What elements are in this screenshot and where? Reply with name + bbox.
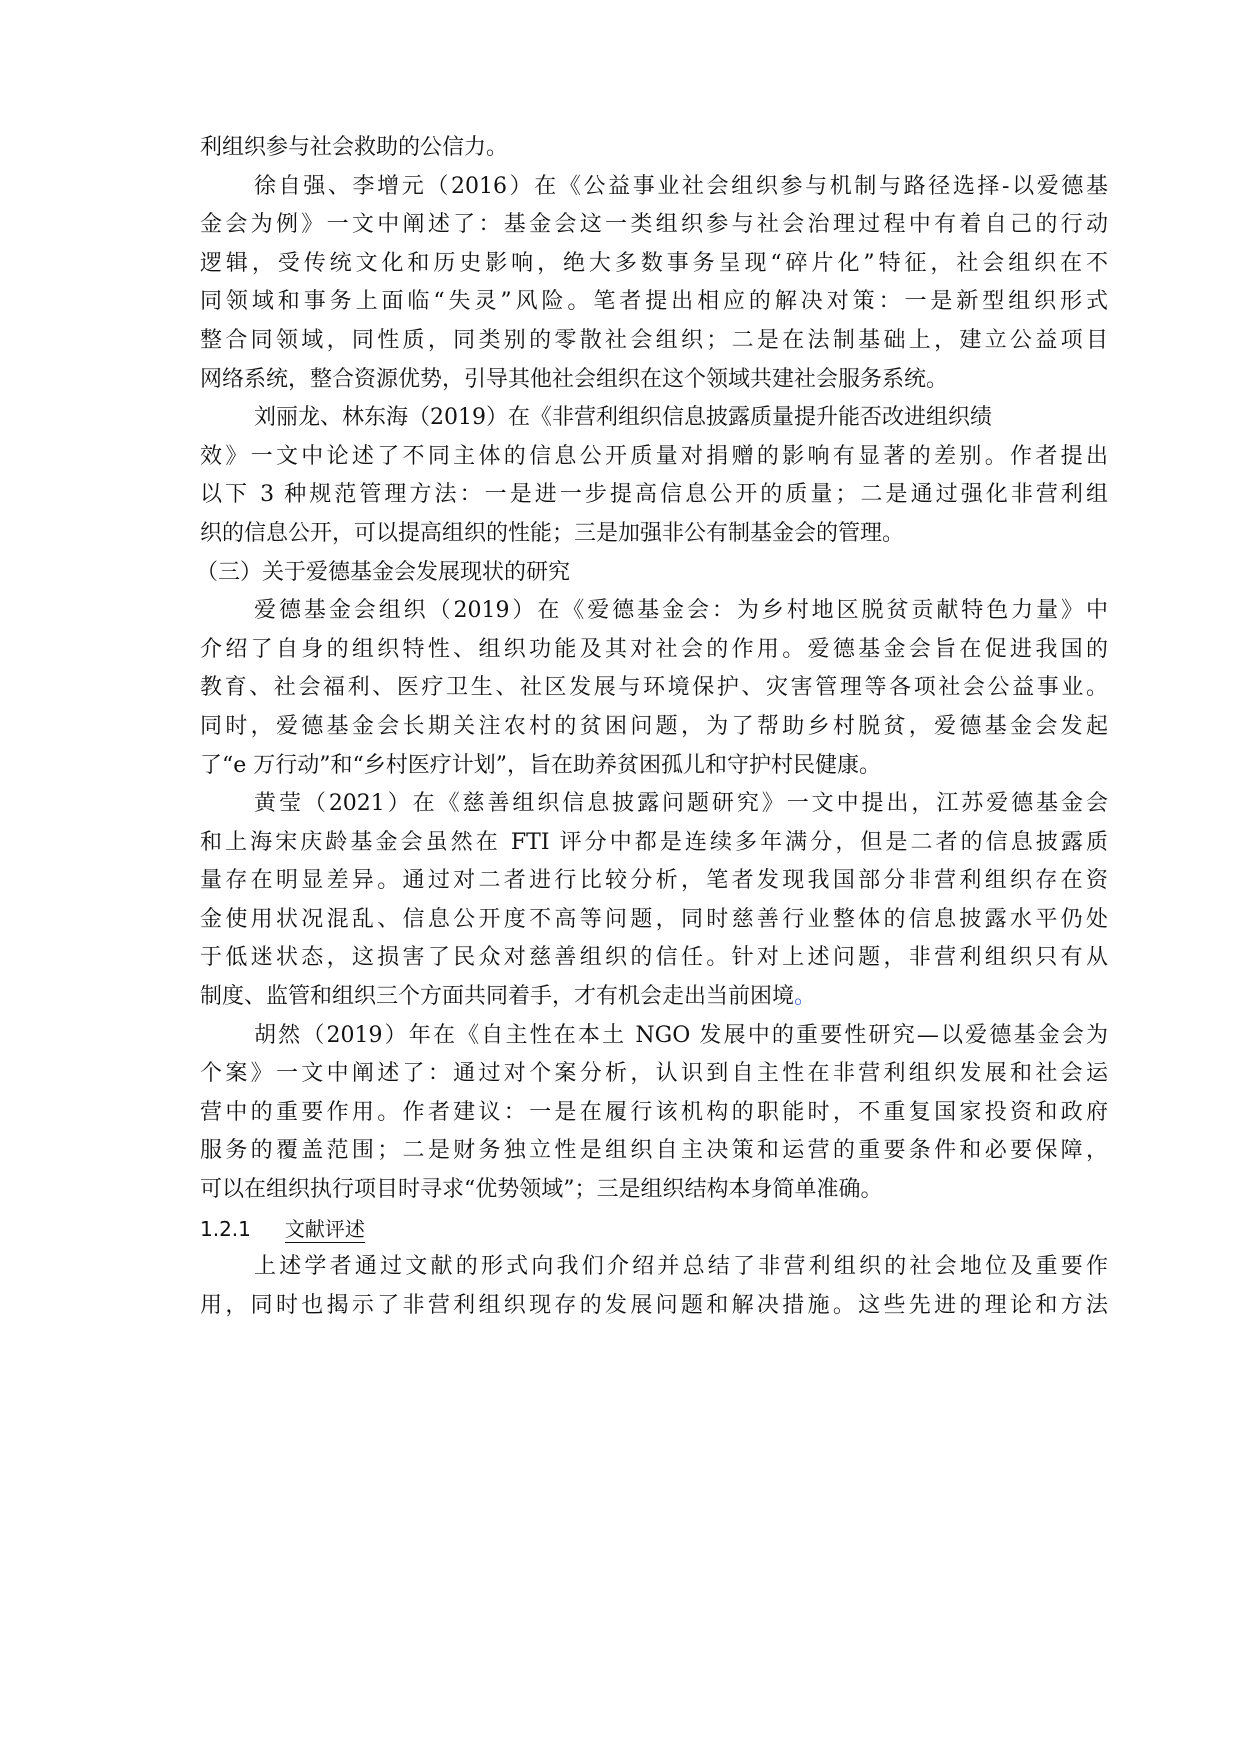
text-line: 织的信息公开，可以提高组织的性能；三是加强非公有制基金会的管理。: [200, 520, 905, 546]
text-line: 效》一文中论述了不同主体的信息公开质量对捐赠的影响有显著的差别。作者提出: [200, 443, 1108, 469]
document-page: [196, 129, 1108, 1325]
text-line: 和上海宋庆龄基金会虽然在 FTI 评分中都是连续多年满分，但是二者的信息披露质: [200, 829, 1108, 855]
text-line: 营中的重要作用。作者建议：一是在履行该机构的职能时，不重复国家投资和政府: [200, 1099, 1108, 1125]
text-line: 整合同领域，同性质，同类别的零散社会组织；二是在法制基础上，建立公益项目: [200, 327, 1108, 353]
text-line: 介绍了自身的组织特性、组织功能及其对社会的作用。爱德基金会旨在促进我国的: [200, 636, 1108, 662]
text-line: 同领域和事务上面临“失灵”风险。笔者提出相应的解决对策：一是新型组织形式: [200, 289, 1108, 315]
text-line: 用，同时也揭示了非营利组织现存的发展问题和解决措施。这些先进的理论和方法: [200, 1292, 1108, 1318]
text-line: 教育、社会福利、医疗卫生、社区发展与环境保护、灾害管理等各项社会公益事业。: [200, 675, 1108, 701]
heading-number: 1.2.1: [200, 1216, 251, 1241]
paragraph-amity-start: 爱德基金会组织（2019）在《爱德基金会：为乡村地区脱贫贡献特色力量》中: [254, 598, 1108, 624]
text-line: 以下 3 种规范管理方法：一是进一步提高信息公开的质量；二是通过强化非营利组: [200, 482, 1108, 508]
text-line: 逻辑，受传统文化和历史影响，绝大多数事务呈现“碎片化”特征，社会组织在不: [200, 250, 1108, 276]
paragraph-liu-start: 刘丽龙、林东海（2019）在《非营利组织信息披露质量提升能否改进组织绩: [254, 405, 992, 431]
text-line: 服务的覆盖范围；二是财务独立性是组织自主决策和运营的重要条件和必要保障，: [200, 1138, 1108, 1164]
text-line: 个案》一文中阐述了：通过对个案分析，认识到自主性在非营利组织发展和社会运: [200, 1061, 1108, 1087]
text-line: 金会为例》一文中阐述了：基金会这一类组织参与社会治理过程中有着自己的行动: [200, 212, 1108, 238]
text-line: 利组织参与社会救助的公信力。: [200, 135, 509, 160]
heading-title: 文献评述: [284, 1216, 365, 1241]
text-line: 了“e 万行动”和“乡村医疗计划”，旨在助养贫困孤儿和守护村民健康。: [200, 752, 882, 778]
text-line: 于低迷状态，这损害了民众对慈善组织的信任。针对上述问题，非营利组织只有从: [200, 945, 1108, 971]
text-line: 网络系统，整合资源优势，引导其他社会组织在这个领域共建社会服务系统。: [200, 366, 949, 392]
blue-period: 。: [794, 984, 817, 1010]
section-heading: （三）关于爱德基金会发展现状的研究: [196, 559, 571, 585]
paragraph-xu-start: 徐自强、李增元（2016）在《公益事业社会组织参与机制与路径选择-以爱德基: [254, 173, 1108, 199]
text-line: 量存在明显差异。通过对二者进行比较分析，笔者发现我国部分非营利组织存在资: [200, 868, 1108, 894]
text-line: [200, 978, 1108, 1017]
text-fragment: 制度、监管和组织三个方面共同着手，才有机会走出当前困境: [200, 984, 795, 1010]
paragraph-review-start: 上述学者通过文献的形式向我们介绍并总结了非营利组织的社会地位及重要作: [254, 1254, 1108, 1280]
paragraph-huang-start: 黄莹（2021）在《慈善组织信息披露问题研究》一文中提出，江苏爱德基金会: [254, 791, 1108, 817]
text-line: 可以在组织执行项目时寻求“优势领域”；三是组织结构本身简单准确。: [200, 1177, 883, 1203]
text-line: 金使用状况混乱、信息公开度不高等问题，同时慈善行业整体的信息披露水平仍处: [200, 906, 1108, 932]
subsection-heading: [200, 1210, 1108, 1249]
paragraph-hu-start: 胡然（2019）年在《自主性在本土 NGO 发展中的重要性研究—以爱德基金会为: [254, 1022, 1108, 1048]
text-line: 同时，爱德基金会长期关注农村的贫困问题，为了帮助乡村脱贫，爱德基金会发起: [200, 713, 1108, 739]
